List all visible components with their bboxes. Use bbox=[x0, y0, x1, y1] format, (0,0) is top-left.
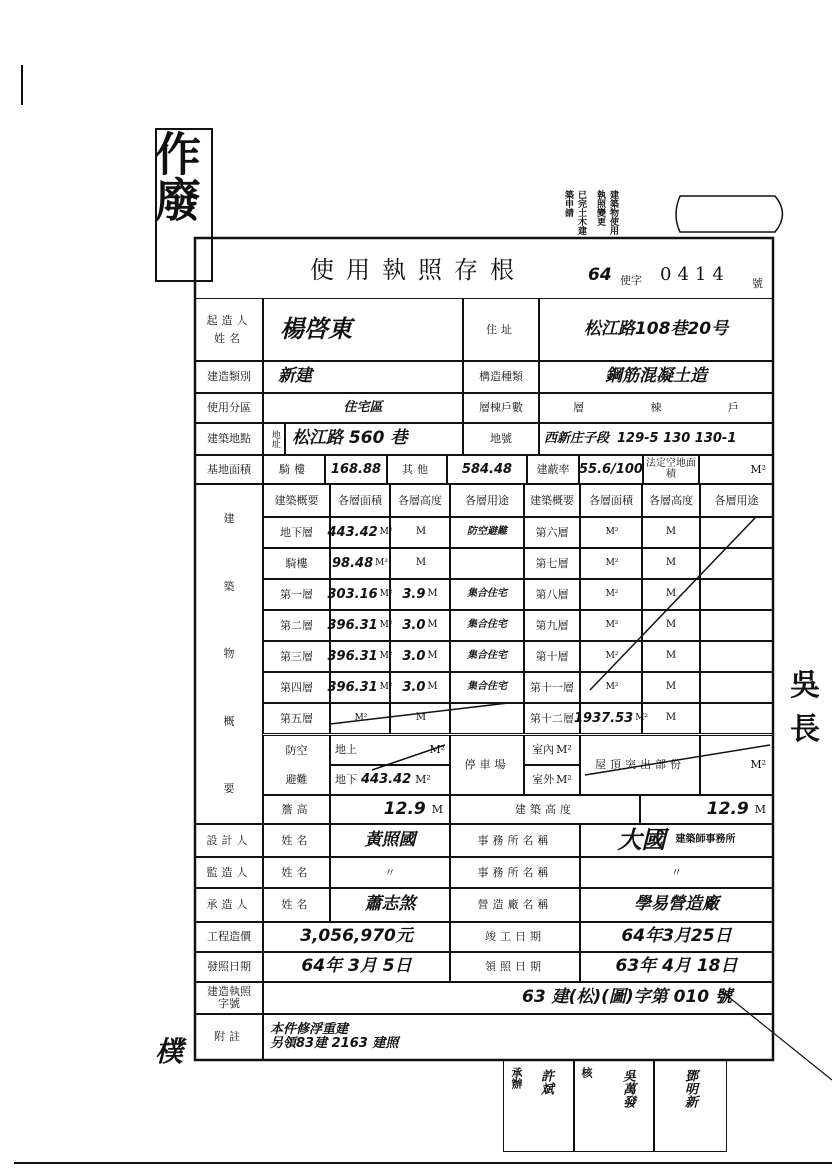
right-floor-area-cell bbox=[573, 703, 649, 734]
right-floor-name: 第十一層 bbox=[530, 680, 574, 694]
left-floor-use-cell bbox=[450, 548, 524, 579]
left-floor-area-cell bbox=[327, 517, 393, 548]
shelter-above: 地上 bbox=[335, 743, 357, 757]
eaves-unit: M bbox=[431, 802, 443, 816]
license-label-1: 建造執照 bbox=[207, 985, 251, 999]
office2-value: 〃 bbox=[671, 865, 682, 879]
building-height-value: 12.9 bbox=[706, 798, 749, 819]
sign-box-2 bbox=[573, 1060, 655, 1152]
right-floor-area-cell bbox=[580, 579, 642, 610]
left-floor-area-unit: M² bbox=[354, 712, 368, 723]
right-floor-area-unit: M² bbox=[635, 712, 649, 723]
sign-box-1-name: 許斌 bbox=[538, 1069, 553, 1095]
margin-char: 樸 bbox=[155, 1035, 184, 1068]
office-value: 大國 bbox=[617, 825, 666, 854]
doc-suffix: 號 bbox=[752, 277, 763, 290]
right-floor-name-cell bbox=[524, 548, 580, 579]
note-label: 附註 bbox=[195, 1014, 263, 1060]
office2-label: 事務所名稱 bbox=[450, 857, 580, 888]
left-floor-name-cell bbox=[263, 672, 330, 703]
left-floor-height-cell bbox=[390, 672, 450, 703]
left-floor-height-cell bbox=[390, 610, 450, 641]
left-floor-name-cell bbox=[263, 641, 330, 672]
right-floor-area-unit: M² bbox=[605, 650, 619, 661]
left-floor-name: 第二層 bbox=[280, 618, 313, 632]
right-floor-height-cell bbox=[642, 610, 700, 641]
right-floor-area-cell bbox=[580, 548, 642, 579]
right-floor-height-unit: M bbox=[665, 681, 677, 693]
doc-number: 0414 bbox=[660, 264, 730, 285]
right-floor-name-cell bbox=[524, 610, 580, 641]
left-floor-area-unit: M² bbox=[379, 681, 393, 692]
floors-value-1: 層 bbox=[573, 401, 585, 415]
left-floor-name: 第四層 bbox=[280, 680, 313, 694]
right-floor-height-unit: M bbox=[665, 588, 677, 600]
license-label-2: 字號 bbox=[218, 997, 240, 1010]
left-floor-area: 98.48 bbox=[332, 555, 374, 571]
side-label-5: 要 bbox=[223, 782, 235, 796]
right-floor-area-cell bbox=[580, 672, 642, 703]
left-floor-area: 303.16 bbox=[327, 586, 378, 602]
side-label-3: 物 bbox=[223, 647, 235, 661]
shelter-label-1: 防空 bbox=[285, 743, 308, 757]
building-height-label: 建築高度 bbox=[450, 795, 640, 824]
right-floor-height-cell bbox=[642, 517, 700, 548]
contractor-name-label: 姓名 bbox=[263, 888, 330, 922]
builder-name: 楊啓東 bbox=[280, 314, 352, 343]
left-floor-use-cell bbox=[450, 579, 524, 610]
left-floor-height-cell bbox=[390, 579, 450, 610]
other-value: 584.48 bbox=[461, 461, 513, 477]
stamp-text-2: 建築物使用執照變更 bbox=[595, 190, 618, 235]
left-floor-area-unit: M² bbox=[379, 588, 393, 599]
right-floor-name: 第七層 bbox=[535, 556, 569, 570]
contractor-name: 蕭志煞 bbox=[364, 894, 416, 915]
right-floor-height-unit: M bbox=[665, 619, 677, 631]
left-floor-height-unit: M bbox=[415, 557, 427, 569]
building-height-unit: M bbox=[754, 802, 766, 816]
right-floor-name: 第九層 bbox=[535, 618, 569, 632]
shelter-label-2: 避難 bbox=[285, 772, 308, 786]
eaves-value: 12.9 bbox=[383, 798, 426, 819]
right-floor-height-unit: M bbox=[665, 526, 677, 538]
use-zone-value: 住宅區 bbox=[343, 400, 383, 416]
right-floor-height-cell bbox=[642, 548, 700, 579]
left-floor-height-unit: M bbox=[415, 526, 427, 538]
left-floor-area-unit: M² bbox=[379, 619, 393, 630]
office-stamp: 建築師事務所 bbox=[675, 834, 736, 846]
col-header-4: 各層用途 bbox=[450, 484, 524, 517]
issue-label: 發照日期 bbox=[195, 952, 263, 982]
designer-label: 設計人 bbox=[195, 824, 263, 857]
supervisor-label: 監造人 bbox=[195, 857, 263, 888]
cost-value: 3,056,970元 bbox=[300, 926, 413, 947]
parking-in: 室內 bbox=[532, 743, 555, 757]
coverage-label: 建蔽率 bbox=[527, 455, 579, 484]
address-value: 松江路108巷20号 bbox=[583, 318, 729, 339]
left-floor-use-cell bbox=[450, 517, 524, 548]
shelter-below-unit: M² bbox=[415, 773, 431, 787]
floors-value-3: 戶 bbox=[727, 401, 739, 415]
right-floor-name-cell bbox=[524, 672, 580, 703]
license-value: 63 建(松)(圖)字第 010 號 bbox=[522, 987, 732, 1008]
left-floor-area: 396.31 bbox=[327, 648, 378, 664]
left-floor-use-cell bbox=[450, 610, 524, 641]
cost-label: 工程造價 bbox=[195, 922, 263, 952]
left-floor-area: 396.31 bbox=[327, 617, 378, 633]
address-label: 住址 bbox=[463, 298, 539, 361]
site-sub-label: 地址 bbox=[263, 423, 285, 455]
eaves-label: 簷高 bbox=[263, 795, 330, 824]
office-label: 事務所名稱 bbox=[450, 824, 580, 857]
sign-box-1 bbox=[503, 1060, 575, 1152]
edge-char-1: 吳長 bbox=[790, 668, 820, 747]
right-floor-area-unit: M² bbox=[605, 619, 619, 630]
left-floor-height-unit: M bbox=[415, 712, 427, 724]
other-label: 其他 bbox=[387, 455, 447, 484]
permit-label: 領照日期 bbox=[450, 952, 580, 982]
left-floor-name: 第一層 bbox=[280, 587, 313, 601]
right-floor-use-cell bbox=[700, 610, 773, 641]
col-header-8: 各層用途 bbox=[700, 484, 773, 517]
col-header-5: 建築概要 bbox=[524, 484, 580, 517]
left-floor-name-cell bbox=[263, 579, 330, 610]
legal-label: 法定空地面積 bbox=[643, 455, 699, 484]
builder-label-2: 姓名 bbox=[214, 331, 244, 345]
legal-unit: M² bbox=[699, 455, 773, 484]
left-floor-height: 3.9 bbox=[402, 586, 426, 602]
col-header-6: 各層面積 bbox=[580, 484, 642, 517]
structure-value: 鋼筋混凝土造 bbox=[605, 366, 707, 387]
left-floor-name-cell bbox=[263, 548, 330, 579]
note-value-1: 本件修浮重建 bbox=[270, 1022, 349, 1038]
left-floor-name-cell bbox=[263, 703, 330, 734]
sign-box-1-label: 承辦 bbox=[510, 1067, 523, 1089]
col-header-7: 各層高度 bbox=[642, 484, 700, 517]
parking-in-unit: M² bbox=[556, 743, 572, 757]
right-floor-use-cell bbox=[700, 548, 773, 579]
permit-value: 63年 4月 18日 bbox=[615, 956, 738, 977]
designer-name-label: 姓名 bbox=[263, 824, 330, 857]
right-floor-name: 第六層 bbox=[535, 525, 569, 539]
use-zone-label: 使用分區 bbox=[195, 393, 263, 423]
left-floor-use-cell bbox=[450, 641, 524, 672]
col-header-3: 各層高度 bbox=[390, 484, 450, 517]
side-label-4: 概 bbox=[223, 714, 235, 728]
right-floor-height-unit: M bbox=[665, 712, 677, 724]
right-floor-name-cell bbox=[524, 579, 580, 610]
build-type-value: 新建 bbox=[278, 366, 312, 387]
sign-box-3-name: 鄧明新 bbox=[682, 1069, 697, 1108]
col-header-1: 建築概要 bbox=[263, 484, 330, 517]
left-floor-height-unit: M bbox=[427, 650, 438, 662]
doc-year: 64 bbox=[588, 265, 612, 285]
right-floor-use-cell bbox=[700, 579, 773, 610]
left-floor-use: 集合住宅 bbox=[467, 681, 507, 693]
lot-value-2: 129-5 130 130-1 bbox=[617, 431, 737, 447]
site-value: 松江路 560 巷 bbox=[292, 428, 408, 449]
builder-label-1: 起造人 bbox=[206, 313, 252, 327]
lot-label: 地號 bbox=[463, 423, 539, 455]
company-label: 營造廠名稱 bbox=[450, 888, 580, 922]
lot-value-1: 西新庄子段 bbox=[544, 431, 610, 447]
side-label-1: 建 bbox=[223, 512, 235, 526]
left-floor-height-cell bbox=[390, 548, 450, 579]
floors-value-2: 棟 bbox=[650, 401, 662, 415]
stamp-text-1: 已完土木建築申請 bbox=[563, 190, 586, 235]
right-floor-height-unit: M bbox=[665, 557, 677, 569]
left-floor-height: 3.0 bbox=[402, 617, 426, 633]
left-floor-name-cell bbox=[263, 517, 330, 548]
right-floor-area-unit: M² bbox=[605, 526, 619, 537]
parking-label: 停車場 bbox=[450, 735, 524, 795]
right-floor-height-cell bbox=[642, 703, 700, 734]
designer-name: 黃照國 bbox=[364, 829, 416, 850]
left-floor-area-unit: M² bbox=[375, 557, 388, 568]
left-floor-height-unit: M bbox=[427, 619, 438, 631]
right-floor-height-cell bbox=[642, 579, 700, 610]
build-type-label: 建造類別 bbox=[195, 361, 263, 393]
left-floor-area-unit: M² bbox=[379, 526, 393, 537]
left-floor-height-unit: M bbox=[427, 588, 438, 600]
right-floor-use-cell bbox=[700, 703, 773, 734]
right-floor-area: 1937.53 bbox=[573, 710, 634, 726]
arcade-value: 168.88 bbox=[330, 461, 382, 477]
right-floor-name: 第十二層 bbox=[530, 711, 574, 725]
right-floor-height-cell bbox=[642, 672, 700, 703]
sign-box-2-name: 吳萬發 bbox=[620, 1069, 635, 1108]
right-floor-name-cell bbox=[524, 703, 580, 734]
left-floor-area-unit: M² bbox=[379, 650, 393, 661]
left-floor-height-unit: M bbox=[427, 681, 438, 693]
left-floor-name-cell bbox=[263, 610, 330, 641]
left-floor-use-cell bbox=[450, 703, 524, 734]
company-value: 學易營造廠 bbox=[634, 894, 719, 915]
right-floor-area-cell bbox=[580, 610, 642, 641]
left-floor-name: 騎樓 bbox=[285, 556, 308, 570]
shelter-above-unit: M² bbox=[429, 743, 445, 757]
right-floor-area-unit: M² bbox=[605, 681, 619, 692]
left-floor-use: 集合住宅 bbox=[467, 588, 507, 600]
left-floor-height-cell bbox=[390, 641, 450, 672]
structure-label: 構造種類 bbox=[463, 361, 539, 393]
left-floor-area: 443.42 bbox=[327, 524, 378, 540]
coverage-value: 55.6/100 bbox=[579, 461, 643, 477]
right-floor-use-cell bbox=[700, 641, 773, 672]
void-stamp: 作廢 bbox=[148, 130, 202, 222]
right-floor-area-unit: M² bbox=[605, 588, 619, 599]
right-floor-height-unit: M bbox=[665, 650, 677, 662]
left-floor-name: 第三層 bbox=[280, 649, 313, 663]
right-floor-name-cell bbox=[524, 517, 580, 548]
arcade-label: 騎樓 bbox=[263, 455, 325, 484]
left-floor-name: 地下層 bbox=[280, 525, 313, 539]
sign-box-2-label: 核 bbox=[580, 1067, 593, 1078]
parking-out-unit: M² bbox=[556, 773, 572, 787]
left-floor-area-cell bbox=[327, 610, 393, 641]
supervisor-name: 〃 bbox=[384, 865, 396, 879]
left-floor-area-cell bbox=[330, 548, 390, 579]
base-area-label: 基地面積 bbox=[195, 455, 263, 484]
left-floor-height: 3.0 bbox=[402, 648, 426, 664]
sign-box-3 bbox=[653, 1060, 727, 1152]
right-floor-area-unit: M² bbox=[605, 557, 619, 568]
left-floor-area: 396.31 bbox=[327, 679, 378, 695]
complete-value: 64年3月25日 bbox=[621, 926, 732, 947]
left-floor-height: 3.0 bbox=[402, 679, 426, 695]
right-floor-name-cell bbox=[524, 641, 580, 672]
left-floor-use: 集合住宅 bbox=[467, 650, 507, 662]
floors-label: 層棟戶數 bbox=[463, 393, 539, 423]
parking-out: 室外 bbox=[532, 773, 555, 787]
right-floor-area-cell bbox=[580, 517, 642, 548]
left-floor-area-cell bbox=[327, 579, 393, 610]
right-floor-name: 第十層 bbox=[535, 649, 569, 663]
left-floor-area-cell bbox=[330, 703, 390, 734]
right-floor-use-cell bbox=[700, 672, 773, 703]
left-floor-area-cell bbox=[327, 641, 393, 672]
supervisor-name-label: 姓名 bbox=[263, 857, 330, 888]
shelter-below: 地下 bbox=[335, 773, 357, 787]
shelter-below-value: 443.42 bbox=[361, 772, 412, 788]
roof-label: 屋頂突出部份 bbox=[580, 735, 700, 795]
right-floor-use-cell bbox=[700, 517, 773, 548]
page-title: 使用執照存根 bbox=[310, 256, 526, 284]
doc-prefix: 使字 bbox=[620, 274, 642, 287]
left-floor-height-cell bbox=[390, 517, 450, 548]
complete-label: 竣工日期 bbox=[450, 922, 580, 952]
site-label: 建築地點 bbox=[195, 423, 263, 455]
contractor-label: 承造人 bbox=[195, 888, 263, 922]
right-floor-name: 第八層 bbox=[535, 587, 569, 601]
left-floor-area-cell bbox=[327, 672, 393, 703]
left-floor-use: 集合住宅 bbox=[467, 619, 507, 631]
roof-unit: M² bbox=[700, 735, 773, 795]
col-header-2: 各層面積 bbox=[330, 484, 390, 517]
left-floor-height-cell bbox=[390, 703, 450, 734]
right-floor-area-cell bbox=[580, 641, 642, 672]
note-value-2: 另領83建 2163 建照 bbox=[270, 1036, 399, 1051]
right-floor-height-cell bbox=[642, 641, 700, 672]
issue-value: 64年 3月 5日 bbox=[301, 956, 412, 977]
left-floor-use: 防空避難 bbox=[467, 526, 507, 538]
left-floor-name: 第五層 bbox=[280, 711, 313, 725]
left-floor-use-cell bbox=[450, 672, 524, 703]
void-stamp-border bbox=[155, 128, 213, 282]
side-label-2: 築 bbox=[223, 579, 235, 593]
